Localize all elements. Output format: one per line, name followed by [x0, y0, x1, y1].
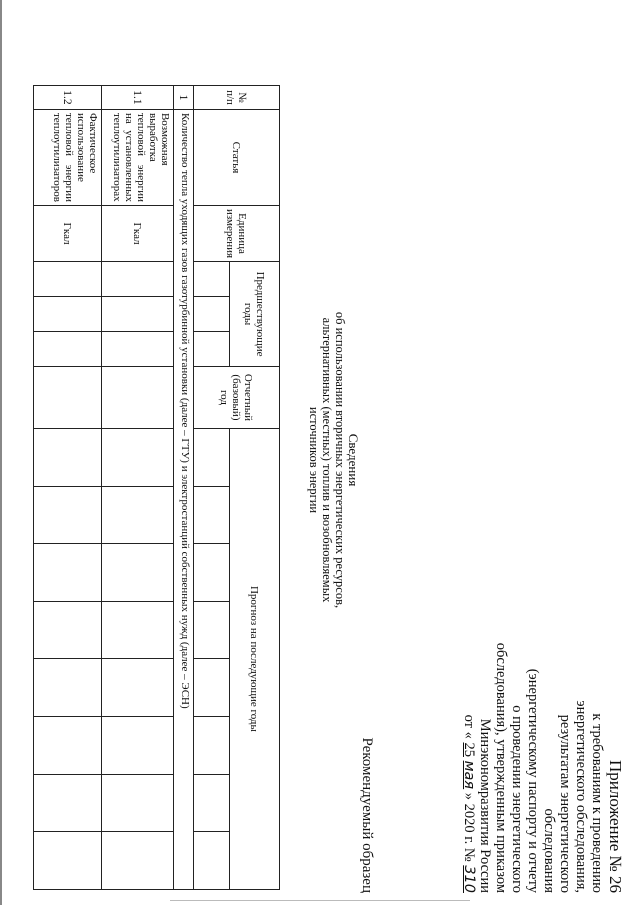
date-month: мая — [461, 760, 477, 790]
empty-cell — [194, 544, 230, 602]
annex-number: Приложение № 26 — [606, 760, 625, 893]
value-cell — [102, 332, 174, 367]
scan-edge — [170, 900, 470, 901]
value-cell — [102, 297, 174, 332]
value-cell — [34, 428, 102, 486]
value-cell — [34, 601, 102, 659]
date-day: 25 — [461, 742, 477, 757]
annex-line: Минэкономразвития России — [477, 718, 493, 893]
value-cell — [102, 659, 174, 717]
annex-line: энергетического обследования, — [573, 700, 589, 893]
value-cell — [34, 717, 102, 775]
value-cell — [34, 297, 102, 332]
recommended-sample: Рекомендуемый образец — [359, 737, 375, 893]
scan-edge — [0, 0, 2, 905]
section-title: Количество тепла уходящих газов газотурбинной установки (далее – ГТУ) и электростанций собственных нужд (далее – ЭСН) — [174, 109, 194, 889]
row-article: Фактическое использование тепловой энергии теплоутилизаторов — [34, 109, 102, 205]
data-table — [33, 85, 280, 890]
empty-cell — [194, 717, 230, 775]
value-cell — [34, 832, 102, 890]
empty-cell — [194, 486, 230, 544]
col-header-previous-years: Предшествующие годы — [230, 262, 280, 367]
date-year: » 2020 г. № — [461, 792, 477, 862]
empty-cell — [194, 332, 230, 367]
empty-cell — [194, 601, 230, 659]
value-cell — [102, 428, 174, 486]
annex-date-line — [461, 568, 477, 893]
annex-line: (энергетическому паспорту и отчету — [525, 668, 541, 893]
annex-line: обследования), утвержденным приказом — [493, 642, 509, 893]
annex-line: к требованиям к проведению — [589, 713, 605, 893]
annex-header — [461, 568, 625, 893]
row-number: 1.1 — [102, 86, 174, 110]
empty-cell — [194, 659, 230, 717]
value-cell — [34, 262, 102, 297]
value-cell — [102, 717, 174, 775]
row-number: 1.2 — [34, 86, 102, 110]
document-subtitle: источников энергии — [307, 406, 321, 514]
table-row — [102, 86, 174, 890]
annex-line: результатам энергетического — [557, 714, 573, 893]
empty-cell — [194, 832, 230, 890]
value-cell — [34, 774, 102, 832]
table-row — [34, 86, 102, 890]
value-cell — [102, 601, 174, 659]
col-header-article: Статья — [194, 109, 280, 205]
value-cell — [102, 544, 174, 602]
value-cell — [34, 332, 102, 367]
value-cell — [102, 832, 174, 890]
row-unit: Гкал — [102, 205, 174, 261]
row-number: 1 — [174, 86, 194, 110]
annex-line: обследования — [541, 808, 557, 893]
col-header-number: № п/п — [194, 86, 280, 110]
value-cell — [34, 366, 102, 428]
empty-cell — [194, 297, 230, 332]
value-cell — [34, 544, 102, 602]
empty-cell — [194, 428, 230, 486]
col-header-forecast: Прогноз на последующие годы — [230, 428, 280, 889]
document-title: Сведения — [346, 433, 361, 487]
order-number: 310 — [461, 865, 477, 893]
document-subtitle: об использовании вторичных энергетических ресурсов, — [333, 311, 347, 609]
value-cell — [34, 486, 102, 544]
annex-line: о проведении энергетического — [509, 705, 525, 893]
empty-cell — [194, 774, 230, 832]
value-cell — [34, 659, 102, 717]
row-article: Возможная выработка тепловой энергии на установленных теплоутилизаторах — [102, 109, 174, 205]
document-subtitle: альтернативных (местных) топлив и возобновляемых — [320, 317, 334, 603]
row-unit: Гкал — [34, 205, 102, 261]
value-cell — [102, 774, 174, 832]
value-cell — [102, 486, 174, 544]
table-row — [174, 86, 194, 890]
value-cell — [102, 366, 174, 428]
col-header-reporting-year: Отчетный (базовый) год — [194, 366, 280, 428]
header-row — [230, 86, 280, 890]
col-header-unit: Единица измерения — [194, 205, 280, 261]
empty-cell — [194, 262, 230, 297]
value-cell — [102, 262, 174, 297]
date-prefix: от « — [461, 714, 477, 739]
document-heading — [307, 230, 360, 690]
